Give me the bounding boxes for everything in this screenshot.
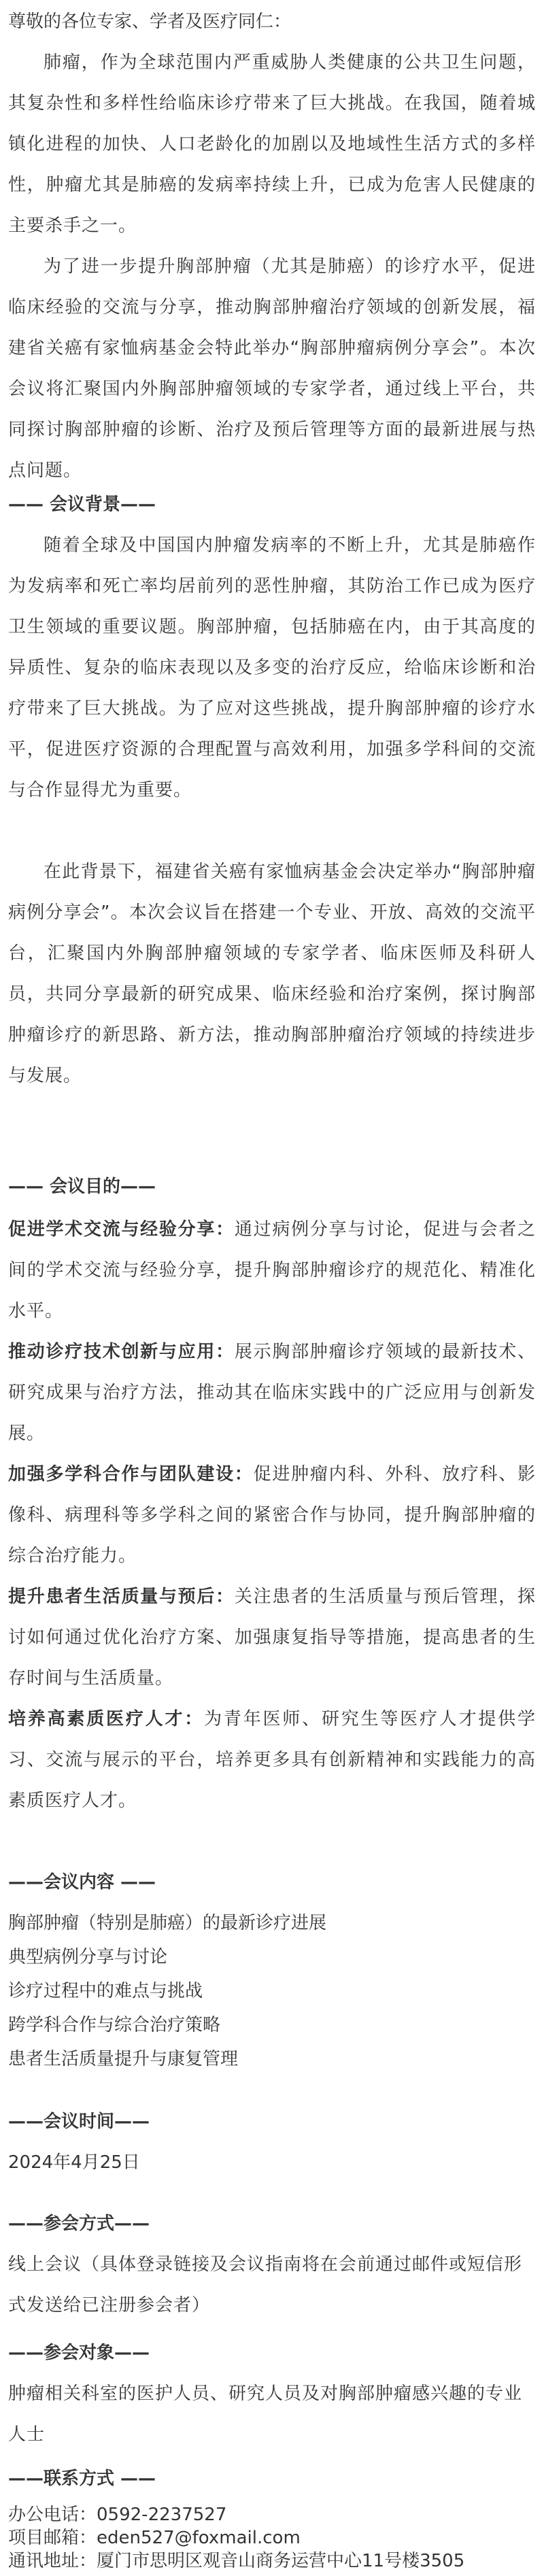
phone-label: 办公电话：: [8, 2505, 97, 2525]
time-heading: ——会议时间——: [8, 2112, 150, 2132]
address-label: 通讯地址：: [8, 2551, 97, 2571]
goal-item-4: [8, 1576, 536, 1699]
contact-heading: ——联系方式 ——: [8, 2469, 156, 2489]
goal-item-2: [8, 1332, 536, 1454]
goal-title: 提升患者生活质量与预后：: [8, 1587, 235, 1607]
email-label: 项目邮箱：: [8, 2528, 97, 2548]
goal-title: 培养高素质医疗人才：: [8, 1709, 205, 1729]
meeting-audience: 肿瘤相关科室的医护人员、研究人员及对胸部肿瘤感兴趣的专业人士: [8, 2384, 523, 2445]
greeting: 尊敬的各位专家、学者及医疗同仁：: [8, 12, 292, 32]
content-item: 跨学科合作与综合治疗策略: [8, 2015, 221, 2035]
content-item: 胸部肿瘤（特别是肺癌）的最新诊疗进展: [8, 1913, 327, 1933]
content-item: 患者生活质量提升与康复管理: [8, 2049, 239, 2069]
goal-text: 为青年医师、研究生等医疗人才提供学习、交流与展示的平台，培养更多具有创新精神和实践能力的高素质医疗人才。: [8, 1709, 536, 1811]
phone-number[interactable]: 0592-2237527: [97, 2505, 227, 2525]
content-item: 典型病例分享与讨论: [8, 1947, 168, 1967]
meeting-format: 线上会议（具体登录链接及会议指南将在会前通过邮件或短信形式发送给已注册参会者）: [8, 2254, 523, 2316]
intro-paragraph-1: 肺瘤，作为全球范围内严重威胁人类健康的公共卫生问题，其复杂性和多样性给临床诊疗带来了巨大挑战。在我国，随着城镇化进程的加快、人口老龄化的加剧以及地域性生活方式的多样性，肿瘤尤其是肺癌的发病率持续上升，已成为危害人民健康的主要杀手之一。: [8, 52, 536, 236]
address-text: 厦门市思明区观音山商务运营中心11号楼3505: [97, 2551, 465, 2571]
goal-title: 推动诊疗技术创新与应用：: [8, 1342, 235, 1362]
goal-item-3: [8, 1454, 536, 1576]
goal-item-5: [8, 1699, 536, 1821]
background-paragraph-1: 随着全球及中国国内肿瘤发病率的不断上升，尤其是肺癌作为发病率和死亡率均居前列的恶性肿瘤，其防治工作已成为医疗卫生领域的重要议题。胸部肿瘤，包括肺癌在内，由于其高度的异质性、复杂的临床表现以及多变的治疗反应，给临床诊断和治疗带来了巨大挑战。为了应对这些挑战，提升胸部肿瘤的诊疗水平，促进医疗资源的合理配置与高效利用，加强多学科间的交流与合作显得尤为重要。: [8, 535, 536, 800]
goal-title: 加强多学科合作与团队建设：: [8, 1464, 254, 1485]
intro-paragraph-2: 为了进一步提升胸部肿瘤（尤其是肺癌）的诊疗水平，促进临床经验的交流与分享，推动胸部肿瘤治疗领域的创新发展，福建省关癌有家恤病基金会特此举办“胸部肿瘤病例分享会”。本次会议将汇聚国内外胸部肿瘤领域的专家学者，通过线上平台，共同探讨胸部肿瘤的诊断、治疗及预后管理等方面的最新进展与热点问题。: [8, 256, 536, 481]
background-heading: —— 会议背景——: [8, 494, 156, 515]
background-paragraph-2: 在此背景下，福建省关癌有家恤病基金会决定举办“胸部肿瘤病例分享会”。本次会议旨在搭建一个专业、开放、高效的交流平台，汇聚国内外胸部肿瘤领域的专家学者、临床医师及科研人员，共同分享最新的研究成果、临床经验和治疗案例，探讨胸部肿瘤诊疗的新思路、新方法，推动胸部肿瘤治疗领域的持续进步与发展。: [8, 862, 536, 1086]
goal-title: 促进学术交流与经验分享：: [8, 1219, 235, 1240]
goal-item-1: [8, 1209, 536, 1332]
meeting-date: 2024年4月25日: [8, 2152, 140, 2173]
format-heading: ——参会方式——: [8, 2214, 150, 2234]
content-item: 诊疗过程中的难点与挑战: [8, 1981, 203, 2001]
content-heading: ——会议内容 ——: [8, 1872, 156, 1893]
email-address[interactable]: eden527@foxmail.com: [97, 2528, 301, 2548]
goal-text: 通过病例分享与讨论，促进与会者之间的学术交流与经验分享，提升胸部肿瘤诊疗的规范化、精准化水平。: [8, 1219, 536, 1321]
contact-address-row: [8, 2547, 536, 2575]
audience-heading: ——参会对象——: [8, 2343, 150, 2363]
goals-heading: —— 会议目的——: [8, 1176, 156, 1197]
goal-text: 促进肿瘤内科、外科、放疗科、影像科、病理科等多学科之间的紧密合作与协同，提升胸部肿瘤的综合治疗能力。: [8, 1464, 536, 1566]
goal-text: 关注患者的生活质量与预后管理，探讨如何通过优化治疗方案、加强康复指导等措施，提高患者的生存时间与生活质量。: [8, 1587, 536, 1689]
goal-text: 展示胸部肿瘤诊疗领域的最新技术、研究成果与治疗方法，推动其在临床实践中的广泛应用与创新发展。: [8, 1342, 536, 1444]
